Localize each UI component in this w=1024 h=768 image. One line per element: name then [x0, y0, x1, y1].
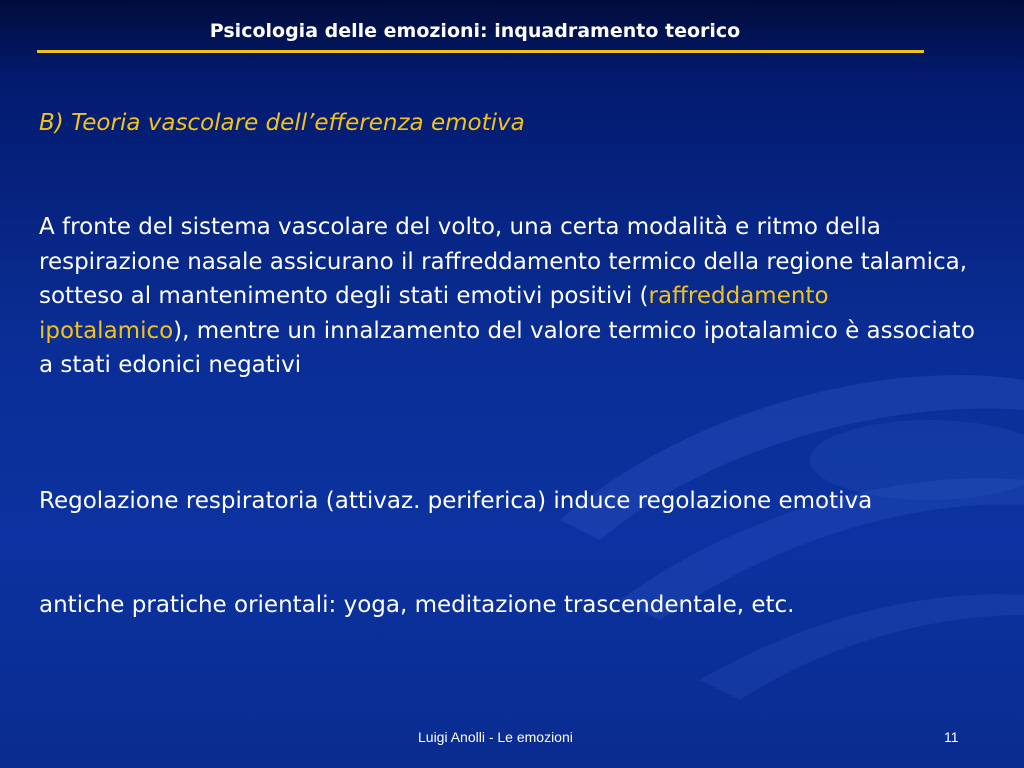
paragraph-text-end: ), mentre un innalzamento del valore termico ipotalamico è associato a stati edonici negativi	[39, 317, 975, 378]
slide-subtitle: B) Teoria vascolare dell’efferenza emotiva	[39, 110, 525, 136]
highlighted-term: raffreddamento ipotalamico	[39, 283, 829, 344]
page-number: 11	[944, 729, 959, 745]
paragraph-respiratory-regulation: Regolazione respiratoria (attivaz. periferica) induce regolazione emotiva	[39, 488, 873, 514]
paragraph-vascular-theory	[39, 210, 979, 383]
footer-author: Luigi Anolli - Le emozioni	[418, 729, 573, 745]
paragraph-eastern-practices: antiche pratiche orientali: yoga, meditazione trascendentale, etc.	[39, 592, 795, 618]
paragraph-text-start: A fronte del sistema vascolare del volto, una certa modalità e ritmo della respirazione nasale assicurano il raffreddamento termico della regione talamica, sotteso al mantenimento degli stati emotivi positivi (	[39, 214, 968, 309]
title-divider	[37, 50, 924, 53]
slide-title: Psicologia delle emozioni: inquadramento teorico	[209, 20, 741, 42]
